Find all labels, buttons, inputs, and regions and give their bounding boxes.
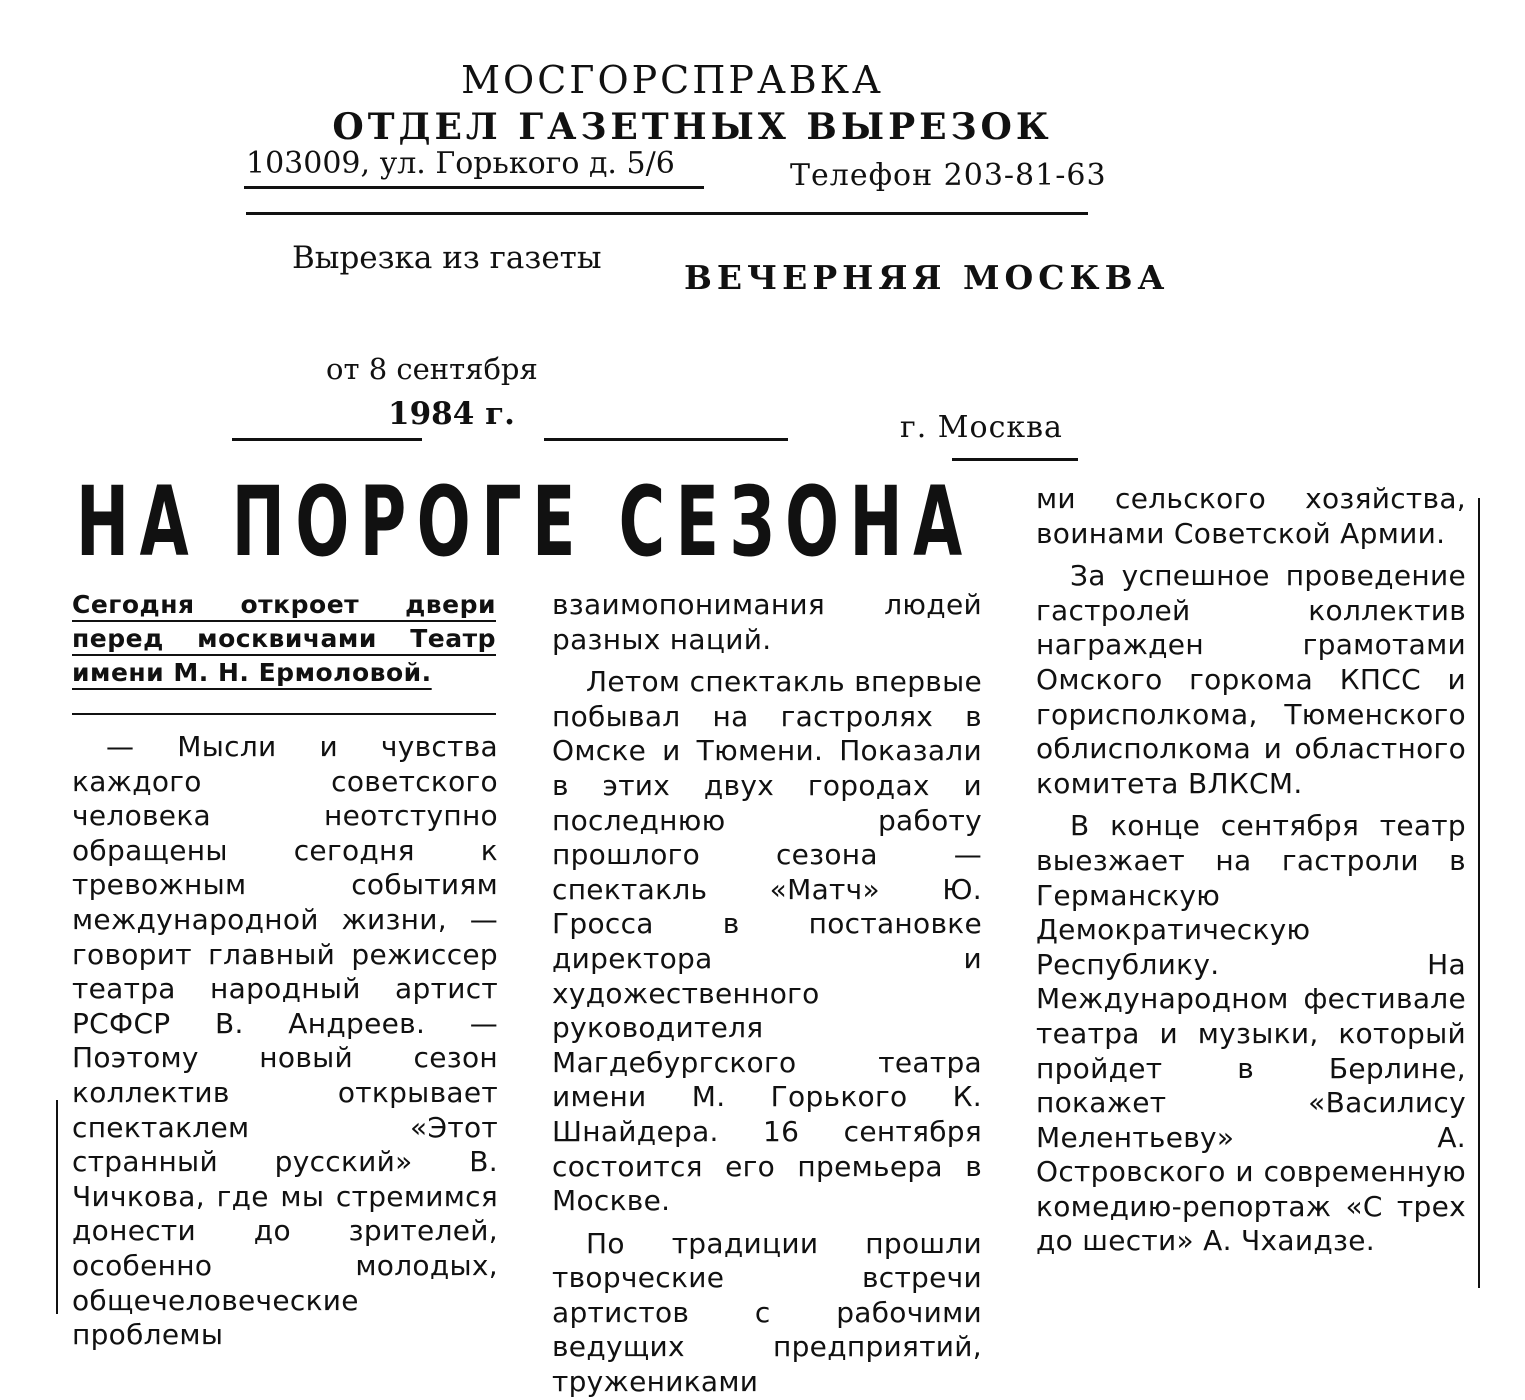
article-column-3 xyxy=(1036,482,1466,1259)
paragraph: За успешное проведение гастролей коллектив награжден грамотами Омского горкома КПСС и горисполкома, Тюменского облисполкома и областного комитета ВЛКСМ. xyxy=(1036,559,1466,800)
clipping-city: г. Москва xyxy=(900,410,1063,445)
paragraph: — Мысли и чувства каждого советского человека неотступно обращены сегодня к тревожным событиям международной жизни, — говорит главный режиссер театра народный артист РСФСР В. Андреев. — Поэтому новый сезон коллектив открывает спектаклем «Этот странный русский» В. Чичкова, где мы стремимся донести до зрителей, особенно молодых, общечеловеческие проблемы xyxy=(72,730,498,1352)
article-headline: НА ПОРОГЕ СЕЗОНА xyxy=(76,466,973,578)
clipping-date: от 8 сентября xyxy=(326,352,538,386)
paragraph: ми сельского хозяйства, воинами Советской Армии. xyxy=(1036,482,1466,550)
department-name: ОТДЕЛ ГАЗЕТНЫХ ВЫРЕЗОК xyxy=(332,106,1053,148)
lead-divider xyxy=(72,713,496,715)
clipping-right-edge xyxy=(1478,498,1480,1288)
paragraph: Летом спектакль впервые побывал на гастролях в Омске и Тюмени. Показали в этих двух городах и последнюю работу прошлого сезона — спектакль «Матч» Ю. Гросса в постановке директора и художественного руководителя Магдебургского театра имени М. Горького К. Шнайдера. 16 сентября состоится его премьера в Москве. xyxy=(552,665,982,1218)
newspaper-name: ВЕЧЕРНЯЯ МОСКВА xyxy=(684,258,1170,297)
agency-phone: Телефон 203-81-63 xyxy=(790,158,1107,193)
city-underline xyxy=(952,458,1078,461)
agency-address: 103009, ул. Горького д. 5/6 xyxy=(246,146,675,181)
article-column-1 xyxy=(72,730,498,1353)
address-underline xyxy=(244,186,704,189)
paragraph: В конце сентября театр выезжает на гастроли в Германскую Демократическую Республику. На Международном фестивале театра и музыки, который пройдет в Берлине, покажет «Василису Мелентьеву» А. Островского и современную комедию-репортаж «С трех до шести» А. Чхаидзе. xyxy=(1036,809,1466,1258)
date-underline xyxy=(232,438,422,441)
paragraph: По традиции прошли творческие встречи артистов с рабочими ведущих предприятий, тружениками xyxy=(552,1226,982,1399)
clipping-label: Вырезка из газеты xyxy=(292,240,602,276)
stamp-divider xyxy=(246,212,1088,215)
paragraph: взаимопонимания людей разных наций. xyxy=(552,588,982,656)
agency-name: МОСГОРСПРАВКА xyxy=(461,58,884,102)
blank-field-line xyxy=(544,438,788,441)
article-column-2 xyxy=(552,588,982,1400)
clipping-left-edge xyxy=(56,1100,58,1314)
article-lead: Сегодня откроет двери перед москвичами Театр имени М. Н. Ермоловой. xyxy=(72,590,496,687)
clipping-year: 1984 г. xyxy=(388,396,515,432)
